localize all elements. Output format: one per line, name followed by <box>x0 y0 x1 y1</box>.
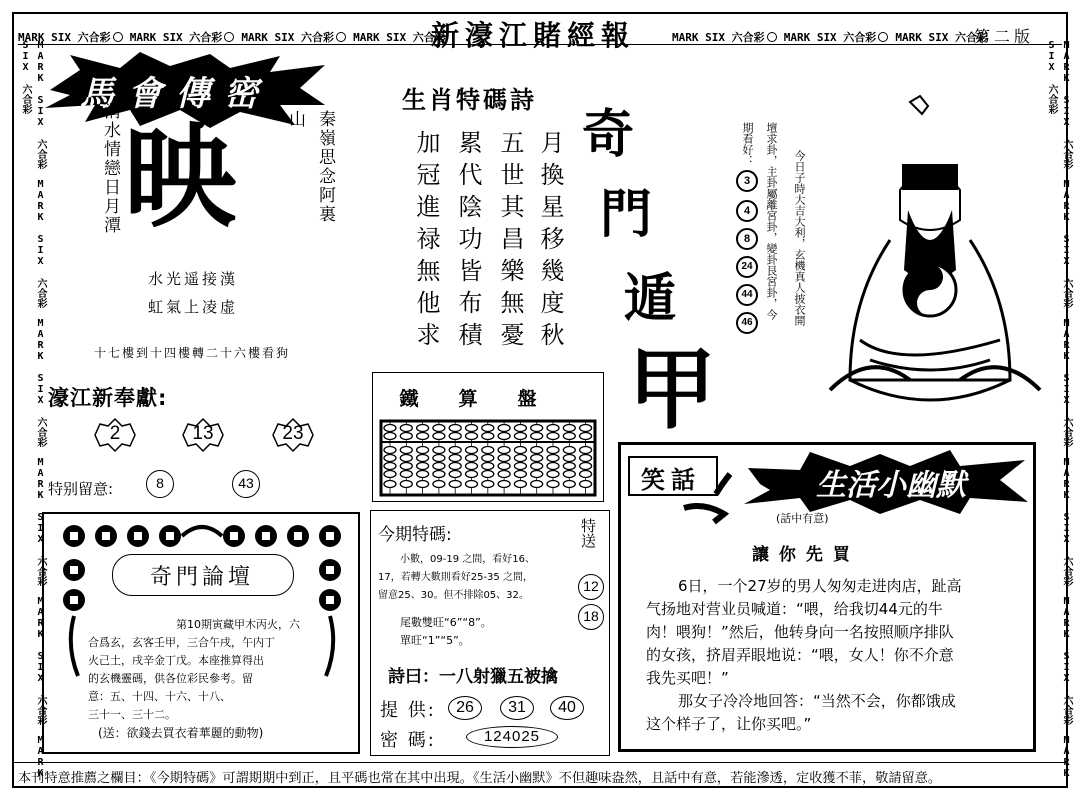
flower-icon <box>336 32 346 42</box>
banner-text: MARK SIX 六合彩 <box>353 31 446 44</box>
flower-icon <box>113 32 123 42</box>
horse-big-character: 映 <box>124 113 236 243</box>
joke-heading: 讓 你 先 買 <box>752 545 852 565</box>
special-code-text-4: 尾數雙旺“6”“8”。 <box>400 616 492 629</box>
abacus-bead <box>466 463 478 470</box>
banner-text: MARK SIX 六合彩 <box>129 31 223 44</box>
abacus-bead <box>417 471 429 478</box>
horse-note: 十七樓到十四樓轉二十六樓看狗 <box>94 346 291 360</box>
joke-text-3: 肉！喂狗！”然后，他转身向一名按照顺序排队 <box>646 623 954 641</box>
abacus-bead <box>563 433 575 440</box>
joke-label: 笑話 <box>641 466 701 494</box>
abacus-bead <box>514 471 526 478</box>
abacus-bead <box>417 425 429 432</box>
abacus-bead <box>466 433 478 440</box>
forum-text-6: 三十一、三十二。 <box>88 708 176 721</box>
abacus-bead <box>433 463 445 470</box>
footer-text: 本刊特意推薦之欄目：《今期特碼》可謂期期中到正，且平碼也常在其中出現。《生活小幽默》不但趣味盎然，且話中有意，若能滲透，定收獲不菲，敬請留意。 <box>18 771 942 786</box>
abacus-bead <box>400 471 412 478</box>
qimen-text-col3: 期看好： <box>741 122 754 166</box>
side-banner-text: MARK SIX 六合彩 <box>1061 596 1072 725</box>
abacus-bead <box>400 425 412 432</box>
edition-label: 第二版 <box>974 27 1035 46</box>
abacus-bead <box>498 433 510 440</box>
special-number: 43 <box>232 470 260 498</box>
side-banner-text: MARK SIX 六合彩 <box>35 318 46 447</box>
qimen-number: 46 <box>736 312 758 334</box>
banner-text: MARK SIX 六合彩 <box>895 31 989 44</box>
forum-text-1: 第10期寅藏甲木丙火，六 <box>176 618 300 631</box>
abacus-title: 鐵算盤 <box>399 388 577 410</box>
flower-icon <box>878 32 888 42</box>
poem-column: 加冠進禄無他求 <box>412 130 440 354</box>
top-banner-right <box>672 26 989 44</box>
abacus-bead <box>498 425 510 432</box>
abacus-bead <box>563 425 575 432</box>
forum-title: 奇門論壇 <box>149 565 254 590</box>
banner-text: MARK SIX 六合彩 <box>783 31 877 44</box>
abacus-bead <box>547 463 559 470</box>
joke-text-2: 气扬地对营业员喊道：“喂，给我切44元的牛 <box>646 600 943 618</box>
contribution-title: 濠江新奉獻: <box>48 386 168 410</box>
side-banner-text: MARK SIX 六合彩 <box>1061 318 1072 447</box>
abacus-bead <box>482 481 494 488</box>
abacus-bead <box>482 471 494 478</box>
qimen-char: 甲 <box>628 338 717 441</box>
top-banner-left <box>18 26 446 44</box>
abacus-bead <box>482 463 494 470</box>
abacus-bead <box>547 455 559 462</box>
banner-text: MARK SIX 六合彩 <box>18 31 111 44</box>
abacus-bead <box>433 447 445 454</box>
abacus-graphic <box>380 420 596 496</box>
horse-line-1: 水光遥接漢 <box>148 270 239 288</box>
abacus-bead <box>400 455 412 462</box>
abacus-bead <box>580 463 592 470</box>
abacus-bead <box>531 425 543 432</box>
abacus-bead <box>433 471 445 478</box>
code-label: 密 碼: <box>380 730 436 751</box>
qimen-char: 奇 <box>582 105 635 165</box>
abacus-bead <box>466 425 478 432</box>
abacus-bead <box>563 463 575 470</box>
abacus-bead <box>514 455 526 462</box>
special-label: 特别留意: <box>48 480 114 498</box>
horse-right-column: 秦嶺思念阿裏山 <box>285 110 335 224</box>
joke-subtitle: (話中有意) <box>776 512 829 525</box>
poem-column: 累代陰功皆布積 <box>454 130 482 354</box>
provide-number: 31 <box>500 696 534 720</box>
abacus-bead <box>400 433 412 440</box>
abacus-bead <box>563 447 575 454</box>
abacus-bead <box>514 481 526 488</box>
special-code-text-3: 留意25、30。但不排除05、32。 <box>378 590 529 601</box>
abacus-bead <box>400 481 412 488</box>
qimen-char: 門 <box>600 185 653 245</box>
forum-note: (送：欲錢去買衣着華麗的動物) <box>98 726 264 740</box>
abacus-bead <box>482 447 494 454</box>
joke-text-5: 我先买吧！” <box>646 669 729 687</box>
abacus-bead <box>498 447 510 454</box>
abacus-bead <box>580 481 592 488</box>
abacus-bead <box>449 471 461 478</box>
qimen-number: 8 <box>736 228 758 250</box>
qimen-number: 44 <box>736 284 758 306</box>
abacus-bead <box>400 463 412 470</box>
abacus-bead <box>417 481 429 488</box>
special-code-text-2: 17，若轉大數則看好25-35 之間， <box>378 572 533 583</box>
side-banner-text: MARK SIX 六合彩 <box>1061 40 1072 169</box>
abacus-bead <box>514 433 526 440</box>
abacus-bead <box>547 481 559 488</box>
abacus-bead <box>514 447 526 454</box>
joke-text-4: 的女孩，挤眉弄眼地说：“喂，女人！你不介意 <box>646 646 954 664</box>
forum-text-3: 火己土，戌辛金丁戊。本座推算得出 <box>88 654 264 667</box>
qimen-number: 24 <box>736 256 758 278</box>
abacus-bead <box>547 433 559 440</box>
abacus-bead <box>498 455 510 462</box>
banner-text: MARK SIX 六合彩 <box>672 31 765 44</box>
joke-banner: 生活小幽默 <box>816 468 966 503</box>
abacus-bead <box>466 481 478 488</box>
abacus-bead <box>449 447 461 454</box>
side-banner-text: MARK SIX 六合彩 <box>35 457 46 586</box>
horse-title: 馬會傳密 <box>80 74 272 114</box>
abacus-bead <box>417 433 429 440</box>
side-banner-text: MARK SIX 六合彩 <box>35 596 46 725</box>
poem-title: 生肖特碼詩 <box>402 86 537 114</box>
special-code-poem: 詩曰：一八射獵五被擒 <box>388 667 558 687</box>
abacus-bead <box>531 481 543 488</box>
abacus-bead <box>531 447 543 454</box>
qimen-number: 3 <box>736 170 758 192</box>
abacus-bead <box>498 481 510 488</box>
special-code-text-1: 小數，09-19 之間，看好16、 <box>400 554 535 565</box>
side-banner-text: MARK SIX 六合彩 <box>35 40 46 169</box>
contribution-number: 2 <box>109 423 121 444</box>
side-banner-text: MARK SIX 六合彩 <box>35 179 46 308</box>
abacus-bead <box>531 471 543 478</box>
poem-column: 五世其昌樂無憂 <box>496 130 524 354</box>
flower-icon <box>767 32 777 42</box>
joke-text-7: 这个样子了，让你买吧。” <box>646 715 812 733</box>
special-code-text-5: 單旺“1”“5”。 <box>400 634 470 647</box>
abacus-bead <box>384 425 396 432</box>
side-banner-text: MARK SIX 六合彩 <box>1046 40 1072 779</box>
gift-number: 12 <box>578 574 604 600</box>
special-code-title: 今期特碼: <box>378 525 452 545</box>
forum-text-4: 的玄機靈碼，供各位彩民參考。留 <box>88 672 253 685</box>
abacus-bead <box>449 481 461 488</box>
horse-line-2: 虹氣上凌虚 <box>148 298 239 316</box>
abacus-bead <box>466 471 478 478</box>
top-rule <box>18 44 1062 45</box>
abacus-bead <box>466 447 478 454</box>
abacus-bead <box>482 455 494 462</box>
abacus-bead <box>384 463 396 470</box>
abacus-bead <box>498 463 510 470</box>
abacus-bead <box>417 463 429 470</box>
flower-icon <box>224 32 234 42</box>
forum-text-5: 意：五、十四、十六、十八、 <box>88 690 231 703</box>
provide-number: 26 <box>448 696 482 720</box>
abacus-bead <box>384 455 396 462</box>
right-side-banner <box>1044 40 1074 780</box>
provide-label: 提 供: <box>380 700 436 721</box>
joke-text-1: 6日，一个27岁的男人匆匆走进肉店，趾高 <box>678 577 962 595</box>
abacus-bead <box>514 425 526 432</box>
banner-text: MARK SIX 六合彩 <box>241 31 335 44</box>
special-number: 8 <box>146 470 174 498</box>
provide-number: 40 <box>550 696 584 720</box>
abacus-bead <box>531 463 543 470</box>
footer-rule <box>12 762 1068 763</box>
side-banner-text: MARK SIX 六合彩 <box>1061 457 1072 586</box>
abacus-bead <box>417 447 429 454</box>
code-value: 124025 <box>466 726 558 748</box>
abacus-bead <box>498 471 510 478</box>
forum-text-2: 合爲玄，玄客壬甲，三合午戌，午内丁 <box>88 636 275 649</box>
abacus-bead <box>417 455 429 462</box>
sage-illustration <box>830 90 1040 420</box>
contribution-number: 23 <box>282 423 304 444</box>
abacus-bead <box>580 433 592 440</box>
abacus-bead <box>433 433 445 440</box>
gift-label: 特送 <box>579 518 597 548</box>
abacus-bead <box>466 455 478 462</box>
abacus-bead <box>433 455 445 462</box>
abacus-bead <box>547 471 559 478</box>
abacus-bead <box>514 463 526 470</box>
abacus-bead <box>384 433 396 440</box>
abacus-bead <box>531 433 543 440</box>
horse-left-column: 渭水情戀日月潭 <box>100 102 120 235</box>
abacus-bead <box>563 471 575 478</box>
abacus-bead <box>547 447 559 454</box>
abacus-bead <box>433 481 445 488</box>
abacus-bead <box>449 455 461 462</box>
abacus-bead <box>449 433 461 440</box>
abacus-bead <box>547 425 559 432</box>
poem-column: 月換星移幾度秋 <box>536 130 564 354</box>
qimen-number: 4 <box>736 200 758 222</box>
abacus-bead <box>580 455 592 462</box>
abacus-bead <box>384 481 396 488</box>
joke-text-6: 那女子冷冷地回答：“当然不会，你都饿成 <box>678 692 956 710</box>
abacus-bead <box>580 425 592 432</box>
gift-number: 18 <box>578 604 604 630</box>
abacus-bead <box>433 425 445 432</box>
abacus-bead <box>400 447 412 454</box>
abacus-bead <box>482 425 494 432</box>
abacus-bead <box>531 455 543 462</box>
abacus-bead <box>384 447 396 454</box>
masthead-title: 新濠江賭經報 <box>430 19 635 52</box>
abacus-bead <box>384 471 396 478</box>
qimen-text-col1: 今日子時大吉大利，玄機真人披衣開 <box>793 150 806 326</box>
qimen-char: 遁 <box>624 269 677 329</box>
side-banner-text: MARK SIX 六合彩 <box>1061 179 1072 308</box>
abacus-bead <box>482 433 494 440</box>
abacus-bead <box>449 463 461 470</box>
side-banner-text: MARK SIX 六合彩 <box>20 40 46 779</box>
qimen-text-col2: 壇求卦，主卦屬離宮卦，變卦艮宮卦，今 <box>765 122 778 320</box>
abacus-bead <box>580 447 592 454</box>
abacus-bead <box>449 425 461 432</box>
contribution-number: 13 <box>192 423 214 444</box>
abacus-bead <box>580 471 592 478</box>
abacus-bead <box>563 481 575 488</box>
abacus-bead <box>563 455 575 462</box>
